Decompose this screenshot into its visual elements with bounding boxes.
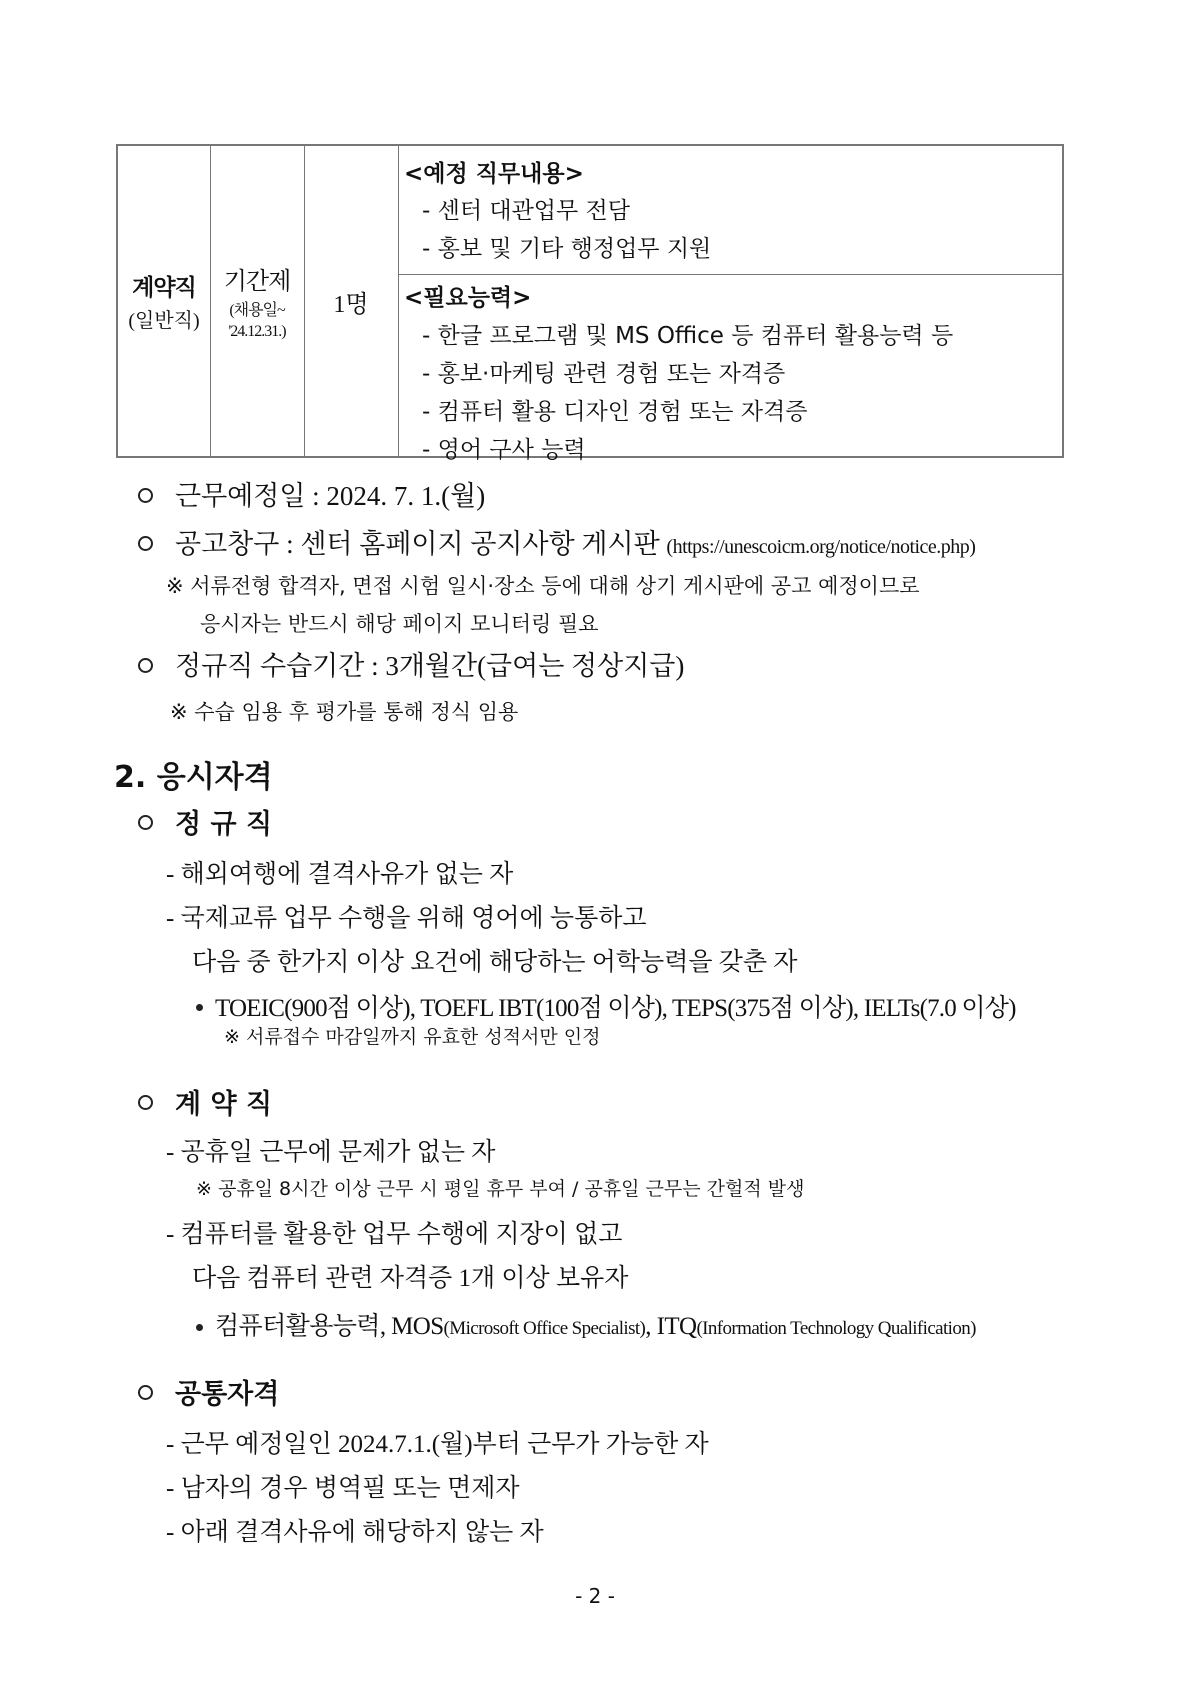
- contract-item: - 공휴일 근무에 문제가 없는 자: [166, 1139, 496, 1166]
- headcount-cell: [304, 146, 398, 456]
- notice-label: 공고창구 : 센터 홈페이지 공지사항 게시판: [175, 529, 667, 559]
- circle-bullet-icon: [138, 536, 153, 551]
- employment-type-cell: [118, 146, 210, 456]
- contract-item: 다음 컴퓨터 관련 자격증 1개 이상 보유자: [192, 1265, 629, 1292]
- page-number: - 2 -: [575, 1584, 615, 1608]
- recruitment-table: [116, 144, 1064, 463]
- start-date: 근무예정일 : 2024. 7. 1.(월): [175, 481, 486, 511]
- regular-note: ※ 서류접수 마감일까지 유효한 성적서만 인정: [224, 1026, 601, 1048]
- language-requirements: TOEIC(900점 이상), TOEFL IBT(100점 이상), TEPS(375점 이상), IELTs(7.0 이상): [215, 995, 1016, 1022]
- skill-item: - 홍보·마케팅 관련 경험 또는 자격증: [422, 361, 786, 387]
- skill-item: - 영어 구사 능력: [422, 437, 586, 463]
- regular-heading-line: [138, 802, 272, 841]
- skills-heading: <필요능력>: [404, 285, 532, 311]
- common-item: - 남자의 경우 병역필 또는 면제자: [166, 1475, 520, 1502]
- circle-bullet-icon: [138, 658, 153, 673]
- contract-item: - 컴퓨터를 활용한 업무 수행에 지장이 없고: [166, 1221, 623, 1248]
- cert-mos-full: (Microsoft Office Specialist): [443, 1318, 646, 1339]
- start-date-line: [138, 474, 485, 513]
- contract-term: 기간제: [223, 268, 291, 295]
- common-heading: 공통자격: [175, 1379, 280, 1410]
- table-divider: [398, 146, 399, 456]
- duty-item: - 센터 대관업무 전담: [422, 198, 630, 224]
- table-divider: [398, 274, 1062, 275]
- skill-item: - 컴퓨터 활용 디자인 경험 또는 자격증: [422, 399, 808, 425]
- contract-cert-bullet: [196, 1306, 976, 1342]
- circle-bullet-icon: [138, 1385, 153, 1400]
- contract-term-cell: [210, 146, 304, 456]
- employment-subtype: (일반직): [128, 310, 200, 332]
- cert-itq-full: (Information Technology Qualification): [696, 1318, 976, 1339]
- probation-text: 정규직 수습기간 : 3개월간(급여는 정상지급): [175, 651, 685, 681]
- dot-bullet-icon: [196, 1324, 203, 1331]
- notice-url: (https://unescoicm.org/notice/notice.php): [666, 536, 976, 558]
- circle-bullet-icon: [138, 1095, 153, 1110]
- notice-note: ※ 서류전형 합격자, 면접 시험 일시·장소 등에 대해 상기 게시판에 공고 예정이므로: [166, 574, 920, 598]
- employment-type: 계약직: [132, 275, 196, 300]
- circle-bullet-icon: [138, 815, 153, 830]
- notice-channel-line: [138, 522, 975, 561]
- contract-note: ※ 공휴일 8시간 이상 근무 시 평일 휴무 부여 / 공휴일 근무는 간헐적 발생: [196, 1178, 805, 1200]
- probation-line: [138, 644, 684, 683]
- cert-itq: , ITQ: [645, 1313, 697, 1340]
- regular-item: - 해외여행에 결격사유가 없는 자: [166, 861, 514, 888]
- common-item: - 아래 결격사유에 해당하지 않는 자: [166, 1519, 544, 1546]
- duties-heading: <예정 직무내용>: [404, 161, 584, 187]
- cert-list: 컴퓨터활용능력, MOS: [215, 1313, 444, 1340]
- circle-bullet-icon: [138, 488, 153, 503]
- regular-item: - 국제교류 업무 수행을 위해 영어에 능통하고: [166, 905, 647, 932]
- section-title: 2. 응시자격: [114, 760, 273, 795]
- common-heading-line: [138, 1372, 279, 1411]
- headcount: 1명: [333, 291, 369, 318]
- contract-heading: 계 약 직: [175, 1089, 273, 1120]
- probation-note: ※ 수습 임용 후 평가를 통해 정식 임용: [170, 700, 519, 724]
- regular-language-bullet: [196, 988, 1016, 1024]
- notice-note: 응시자는 반드시 해당 페이지 모니터링 필요: [200, 612, 599, 636]
- common-item: - 근무 예정일인 2024.7.1.(월)부터 근무가 가능한 자: [166, 1431, 709, 1458]
- regular-item: 다음 중 한가지 이상 요건에 해당하는 어학능력을 갖춘 자: [192, 949, 798, 976]
- duty-item: - 홍보 및 기타 행정업무 지원: [422, 236, 712, 262]
- contract-heading-line: [138, 1082, 272, 1121]
- regular-heading: 정 규 직: [175, 809, 273, 840]
- dot-bullet-icon: [196, 1004, 203, 1011]
- skill-item: - 한글 프로그램 및 MS Office 등 컴퓨터 활용능력 등: [422, 323, 954, 349]
- contract-period-end: '24.12.31.): [228, 322, 286, 340]
- contract-period-start: (채용일~: [229, 301, 285, 319]
